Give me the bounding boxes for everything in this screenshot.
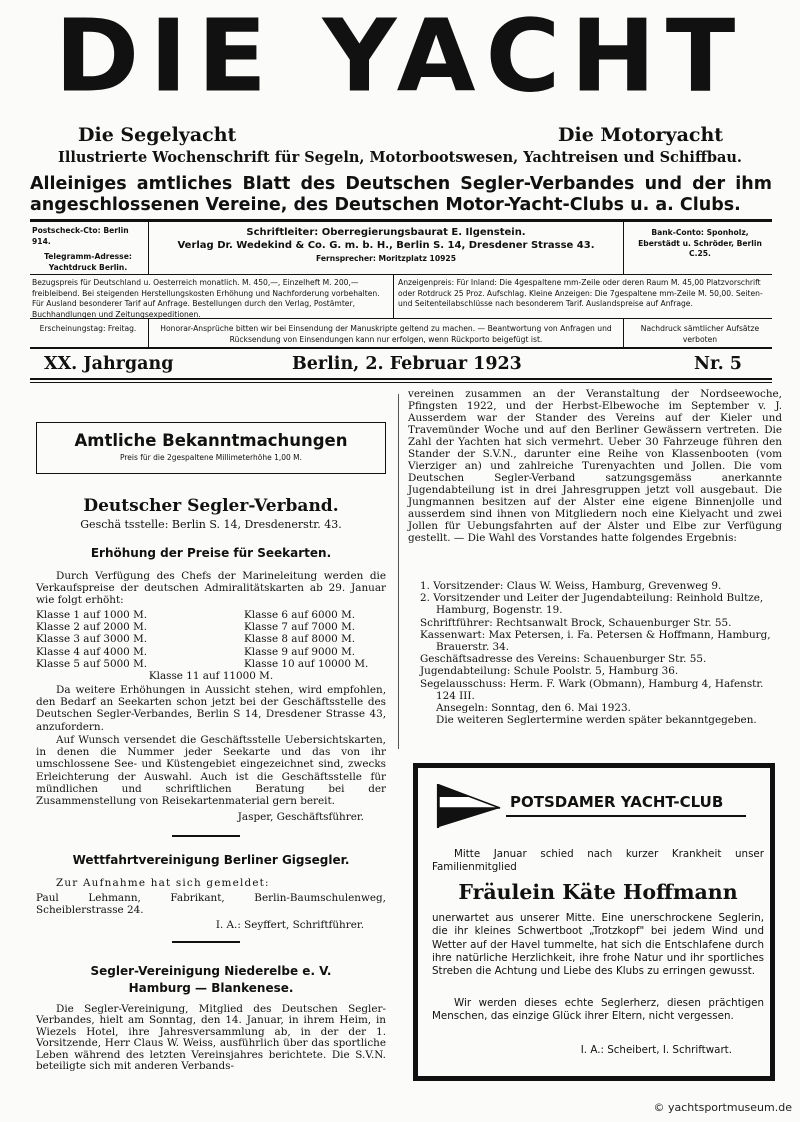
bank-info: Bank-Conto: Sponholz, Eberstädt u. Schröder, Berlin C.25.: [638, 228, 762, 258]
issue-date: Berlin, 2. Februar 1923: [292, 354, 522, 374]
signature-jasper: Jasper, Geschäftsführer.: [237, 811, 364, 823]
signature-seyffert: I. A.: Seyffert, Schriftführer.: [215, 919, 364, 931]
svn-report: Die Segler-Vereinigung, Mitglied des Deutschen Segler-Verbandes, hielt am Sonntag, den 14. Januar, in ihrem Heim, in Wiezels Hotel, ihre Jahresversammlung ab, in der der 1. Vorsitzende, Herr Claus W. Weiss, ausführlich über das sportliche Leben während des letzten Vereinsjahres berichtete. Die S.V.N. beteiligte sich mit anderen Verbands-: [36, 1003, 386, 1073]
list-item: Schriftführer: Rechtsanwalt Brock, Schauenburger Str. 55.: [420, 616, 732, 629]
subtitle-segelyacht: Die Segelyacht: [78, 124, 237, 146]
gigsegler-title: Wettfahrtvereinigung Berliner Gigsegler.: [72, 853, 350, 867]
board-list: [420, 580, 782, 726]
seekarten-title: Erhöhung der Preise für Seekarten.: [90, 546, 332, 560]
rule: [30, 347, 772, 349]
price-row: Klasse 11 auf 11000 M.: [148, 670, 274, 683]
announcements-title: Amtliche Bekanntmachungen: [74, 431, 348, 450]
obituary-notice: [413, 763, 775, 1081]
volume-label: XX. Jahrgang: [44, 354, 174, 374]
seekarten-para3: Auf Wunsch versendet die Geschäftsstelle Uebersichtskarten, in denen die Nummer jeder Seekarte und das von ihr umschlossene See- und Küstengebiet eingezeichnet sind, zwecks Erleichterung der Auswahl. Auch ist die Geschäftsstelle für mündlichen und schriftlichen Beratung bei der Zusammenstellung von Reisekartenmaterial gern bereit.: [36, 734, 386, 808]
list-item: Ansegeln: Sonntag, den 6. Mai 1923.: [436, 702, 631, 715]
price-row: Klasse 3 auf 3000 M. Klasse 8 auf 8000 M.: [36, 633, 356, 646]
price-row: Klasse 2 auf 2000 M. Klasse 7 auf 7000 M.: [36, 621, 356, 634]
announcements-box: [36, 422, 386, 474]
list-item: Segelausschuss: Herm. F. Wark (Obmann), Hamburg 4, Hafenstr. 124 III.: [420, 677, 764, 702]
rule: [30, 274, 772, 275]
list-item: 2. Vorsitzender und Leiter der Jugendabteilung: Reinhold Bultze, Hamburg, Bogenstr. 19.: [420, 592, 764, 617]
divider: [623, 222, 624, 274]
dsv-office: Geschä tsstelle: Berlin S. 14, Dresdenerstr. 43.: [80, 518, 342, 531]
list-item: Kassenwart: Max Petersen, i. Fa. Petersen & Hoffmann, Hamburg, Brauerstr. 34.: [420, 628, 771, 654]
publication-day: Erscheinungstag: Freitag.: [39, 324, 137, 333]
club-pennant-icon: [434, 782, 504, 830]
list-item: Geschäftsadresse des Vereins: Schauenburger Str. 55.: [420, 653, 707, 666]
dsv-title: Deutscher Segler-Verband.: [83, 496, 339, 516]
issue-number: Nr. 5: [694, 354, 742, 374]
column-divider: [398, 394, 399, 749]
seekarten-para2: Da weitere Erhöhungen in Aussicht stehen, wird empfohlen, den Bedarf an Seekarten schon jetzt bei der Geschäftsstelle des Deutschen Segler-Verbandes, Berlin S 14, Dresdener Strasse 43, anzufordern.: [36, 684, 386, 733]
seekarten-intro: Durch Verfügung des Chefs der Marineleitung werden die Verkaufspreise der deutschen Admiralitätskarten ab 29. Januar wie folgt erhöht:: [36, 570, 386, 607]
rule: [30, 219, 772, 222]
separator: [172, 835, 240, 837]
rule: [506, 815, 746, 817]
divider: [148, 222, 149, 274]
advertisement-price: Anzeigenpreis: Für Inland: Die 4gespaltene mm-Zeile oder deren Raum M. 45,00 Platzvorschrift oder Rotdruck 25 Proz. Aufschlag. Kleine Anzeigen: Die 7gespaltene mm-Zeile M. 50,00. Seiten- und Seitenteilabschlüsse nach besonderem Tarif. Auslandspreise auf Anfrage.: [398, 278, 763, 308]
official-statement: Alleiniges amtliches Blatt des Deutschen Segler-Verbandes und der ihm angeschlossenen Vereine, des Deutschen Motor-Yacht-Clubs u. a. Clubs.: [30, 174, 772, 215]
notice-body-closing: Wir werden dieses echte Seglerherz, diesen prächtigen Menschen, das einzige Glück ihrer Eltern, nicht vergessen.: [432, 997, 764, 1023]
price-row: Klasse 5 auf 5000 M. Klasse 10 auf 10000 M.: [36, 657, 369, 670]
list-item: Die weiteren Seglertermine werden später bekanntgegeben.: [436, 714, 757, 727]
subscription-price: Bezugspreis für Deutschland u. Oesterreich monatlich. M. 450,—, Einzelheft M. 200,— freibleibend. Bei steigenden Herstellungskosten Erhöhung und Nachforderung vorbehalten. Für Ausland besonderer Tarif auf Anfrage. Bestellungen durch den Verlag, Postämter, Buchhandlungen und Zeitungsexpeditionen.: [32, 278, 380, 319]
price-row: Klasse 4 auf 4000 M. Klasse 9 auf 9000 M.: [36, 645, 356, 658]
gigsegler-member: Paul Lehmann, Fabrikant, Berlin-Baumschulenweg, Scheiblerstrasse 24.: [36, 892, 386, 917]
price-table: [36, 609, 386, 682]
subtitle-motoryacht: Die Motoryacht: [558, 124, 724, 146]
svn-title: Segler-Vereinigung Niederelbe e. V.: [90, 964, 332, 978]
masthead-title: DIE YACHT: [54, 0, 746, 115]
reprint-note: Nachdruck sämtlicher Aufsätze verboten: [640, 324, 760, 344]
watermark-credit: © yachtsportmuseum.de: [653, 1101, 792, 1114]
divider: [623, 319, 624, 347]
divider: [148, 319, 149, 347]
divider: [393, 275, 394, 318]
list-item: 1. Vorsitzender: Claus W. Weiss, Hamburg, Grevenweg 9.: [420, 580, 722, 592]
publisher-info: Schriftleiter: Oberregierungsbaurat E. Ilgenstein. Verlag Dr. Wedekind & Co. G. m. b. H., Berlin S. 14, Dresdener Strasse 43. Fernsprecher: Moritzplatz 10925: [177, 227, 595, 263]
svn-location: Hamburg — Blankenese.: [128, 981, 294, 995]
publication-subtitle: Illustrierte Wochenschrift für Segeln, Motorbootswesen, Yachtreisen und Schiffbau.: [58, 149, 742, 166]
postscheck-info: Postscheck-Cto: Berlin 914. Telegramm-Adresse: Yachtdruck Berlin.: [32, 226, 132, 272]
list-item: Jugendabteilung: Schule Poolstr. 5, Hamburg 36.: [420, 665, 679, 678]
svn-report-continued: vereinen zusammen an der Veranstaltung der Nordseewoche, Pfingsten 1922, und der Herbst-Elbewoche im September v. J. Ausserdem war der Stander des Vereins auf der Kieler und Travemünder Woche und auf den Berliner Gewässern vertreten. Die Zahl der Yachten hat sich vermehrt. Ueber 30 Fahrzeuge führen den Stander der S.V.N., darunter eine Reihe von Klassenbooten (vom Vierziger an) und zahlreiche Turenyachten und Jollen. Die vom Deutschen Segler-Verband satzungsgemäss anerkannte Jugendabteilung ist in drei Jahresgruppen jetzt voll ausgebaut. Die Jungmannen besitzen auf der Alster eine eigene Binnenjolle und ausserdem sind ihnen von Mitgliedern noch eine Kielyacht und zwei Jollen für Uebungsfahrten auf der Alster und Elbe zur Verfügung gestellt. — Die Wahl des Vorstandes hatte folgendes Ergebnis:: [408, 388, 782, 544]
gigsegler-text: Zur Aufnahme hat sich gemeldet:: [56, 877, 270, 889]
announcements-price: Preis für die 2gespaltene Millimeterhöhe 1,00 M.: [119, 453, 303, 462]
notice-body: unerwartet aus unserer Mitte. Eine unerschrockene Seglerin, die ihr kleines Schwertboot „Trotzkopf" bei jedem Wind und Wetter auf der Havel tummelte, hat sich die Entschlafene durch ihre natürliche Herzlichkeit, ihre frohe Natur und ihr sportliches Streben die Achtung und Liebe des Klubs zu erringen gewusst.: [432, 912, 764, 978]
separator: [172, 941, 240, 943]
rule: [30, 378, 772, 380]
honorar-note: Honorar-Ansprüche bitten wir bei Einsendung der Manuskripte geltend zu machen. — Beantwortung von Anfragen und Rücksendung von Einsendungen kann nur erfolgen, wenn Rückporto beigefügt ist.: [160, 324, 612, 344]
notice-intro: Mitte Januar schied nach kurzer Krankheit unser Familienmitglied: [432, 848, 764, 873]
price-row: Klasse 1 auf 1000 M. Klasse 6 auf 6000 M.: [36, 609, 356, 621]
notice-signature: I. A.: Scheibert, I. Schriftwart.: [580, 1044, 732, 1056]
notice-name: Fräulein Käte Hoffmann: [458, 880, 738, 904]
club-name: POTSDAMER YACHT-CLUB: [510, 793, 724, 811]
rule: [30, 382, 772, 383]
